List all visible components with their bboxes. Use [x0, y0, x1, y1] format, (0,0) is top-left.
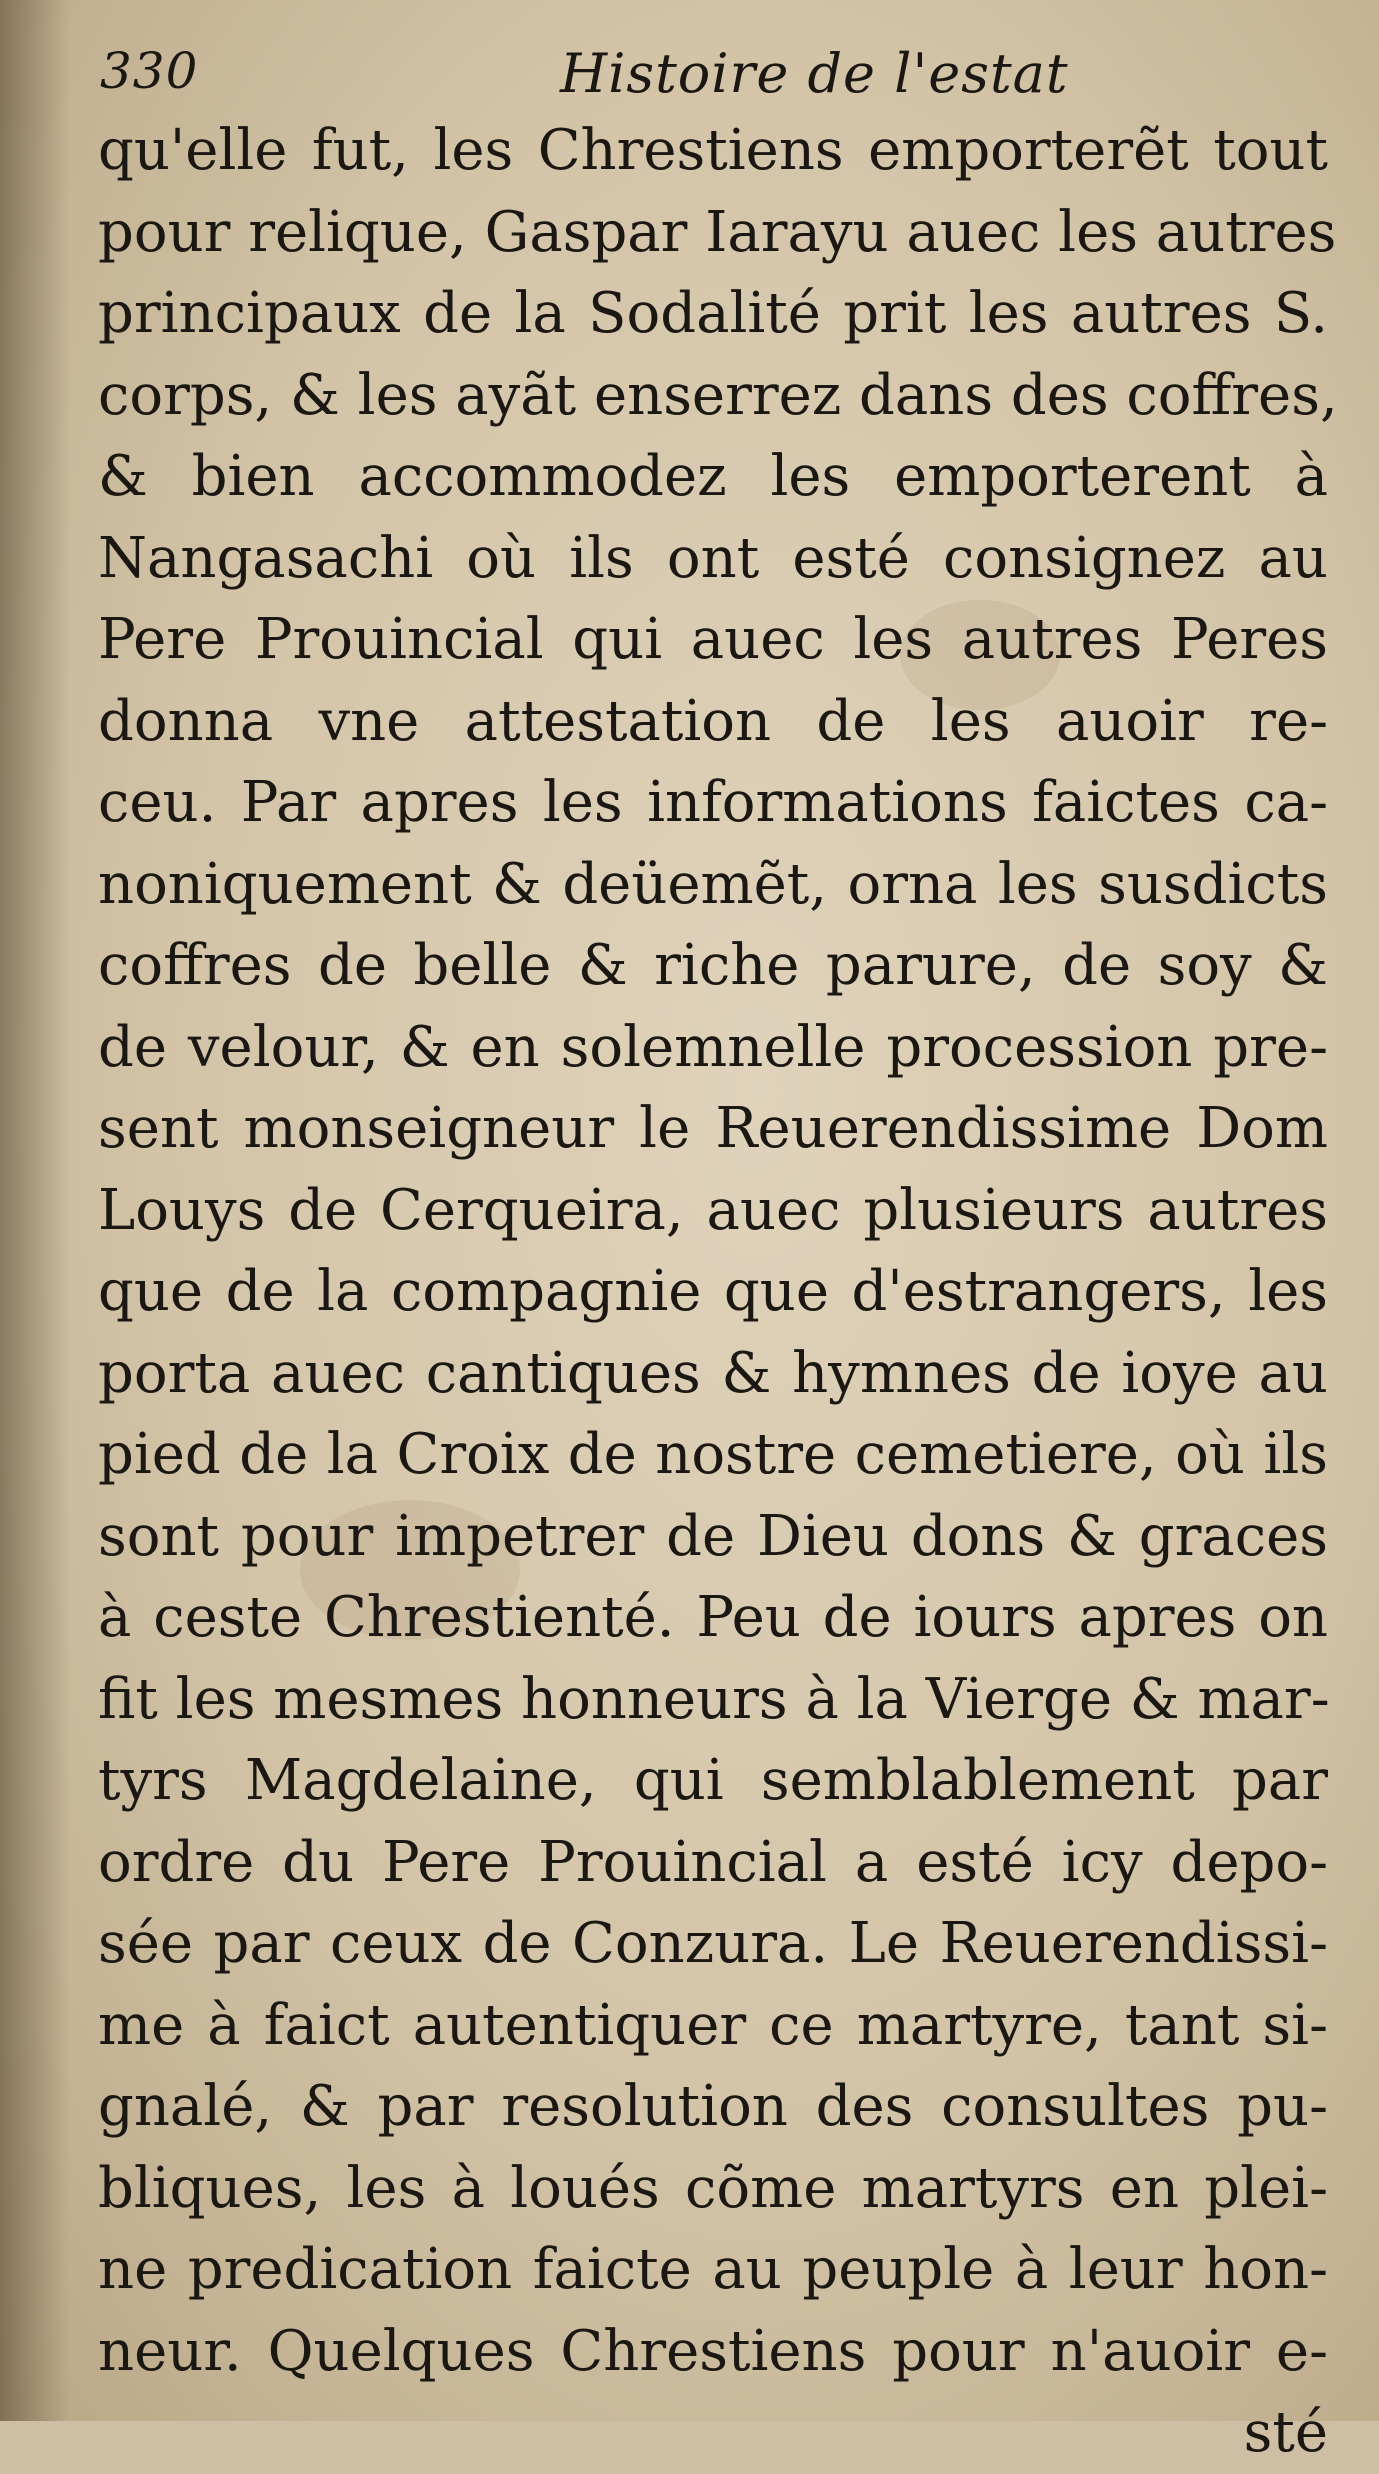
- text-line: fit les mesmes honneurs à la Vierge & mar-: [98, 1666, 1330, 1732]
- text-line: sée par ceux de Conzura. Le Reuerendissi-: [98, 1911, 1328, 1976]
- catchword: sté: [1243, 2400, 1328, 2465]
- text-line: neur. Quelques Chrestiens pour n'auoir e-: [98, 2318, 1328, 2384]
- text-line: & bien accommodez les emporterent à: [98, 444, 1328, 509]
- text-line: qu'elle fut, les Chrestiens emporterẽt tout: [98, 118, 1328, 183]
- text-line: de velour, & en solemnelle procession pre-: [98, 1014, 1328, 1080]
- text-line: pour relique, Gaspar Iarayu auec les autres: [98, 199, 1337, 265]
- text-line: tyrs Magdelaine, qui semblablement par: [98, 1748, 1328, 1813]
- text-line: Nangasachi où ils ont esté consignez au: [98, 525, 1328, 591]
- text-line: corps, & les ayãt enserrez dans des coffres,: [98, 362, 1338, 428]
- text-line: gnalé, & par resolution des consultes pu-: [98, 2074, 1328, 2139]
- gutter-shadow: [0, 0, 70, 2421]
- text-line: noniquement & deüemẽt, orna les susdicts: [98, 851, 1328, 917]
- text-line: principaux de la Sodalité prit les autres S.: [98, 281, 1328, 346]
- text-line: donna vne attestation de les auoir re-: [98, 688, 1328, 754]
- text-line: ordre du Pere Prouincial a esté icy depo-: [98, 1829, 1328, 1895]
- page-header: [100, 30, 1280, 110]
- text-line: me à faict autentiquer ce martyre, tant si-: [98, 1992, 1328, 2058]
- text-line: à ceste Chrestienté. Peu de iours apres on: [98, 1585, 1328, 1650]
- running-head: Histoire de l'estat: [560, 42, 1069, 105]
- text-line: ceu. Par apres les informations faictes ca-: [98, 770, 1328, 835]
- page-number: 330: [100, 42, 199, 100]
- text-line: sent monseigneur le Reuerendissime Dom: [98, 1096, 1328, 1161]
- body-text: [98, 110, 1338, 2474]
- text-line: porta auec cantiques & hymnes de ioye au: [98, 1340, 1328, 1406]
- text-line: ne predication faicte au peuple à leur hon-: [98, 2237, 1328, 2302]
- text-line: pied de la Croix de nostre cemetiere, où ils: [98, 1422, 1328, 1487]
- text-line: coffres de belle & riche parure, de soy &: [98, 933, 1328, 998]
- text-line: bliques, les à loués cõme martyrs en plei-: [98, 2155, 1328, 2221]
- text-line: que de la compagnie que d'estrangers, les: [98, 1259, 1328, 1324]
- text-line: Pere Prouincial qui auec les autres Peres: [98, 607, 1328, 672]
- text-line: sont pour impetrer de Dieu dons & graces: [98, 1503, 1328, 1569]
- text-line: Louys de Cerqueira, auec plusieurs autres: [98, 1177, 1328, 1243]
